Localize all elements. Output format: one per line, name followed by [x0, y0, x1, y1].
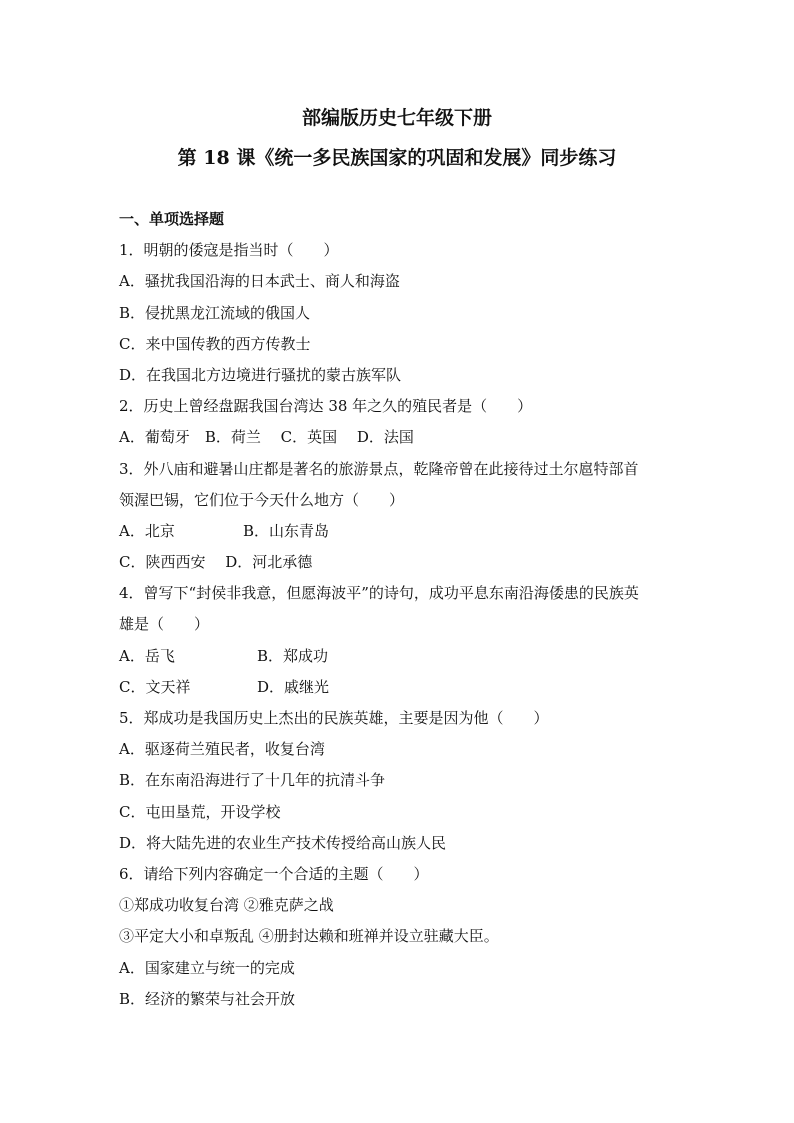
section-heading: 一、单项选择题 [119, 210, 225, 228]
question-4-option-a: A．岳飞 [119, 646, 175, 665]
question-5-option-b: B．在东南沿海进行了十几年的抗清斗争 [119, 771, 386, 790]
question-4-option-d: D．戚继光 [257, 677, 330, 696]
question-6-option-b: B．经济的繁荣与社会开放 [119, 989, 296, 1008]
question-3-option-b: B．山东青岛 [243, 521, 330, 540]
question-1-option-d: D．在我国北方边境进行骚扰的蒙古族军队 [119, 365, 402, 384]
question-1-option-a: A．骚扰我国沿海的日本武士、商人和海盗 [119, 272, 400, 291]
lesson-title: 第 18 课《统一多民族国家的巩固和发展》同步练习 [177, 147, 617, 169]
question-3-stem-line-1: 3．外八庙和避暑山庄都是著名的旅游景点，乾隆帝曾在此接待过土尔扈特部首 [119, 459, 639, 478]
question-1-stem: 1．明朝的倭寇是指当时（ ） [119, 241, 339, 260]
question-1-option-c: C．来中国传教的西方传教士 [119, 334, 311, 353]
question-3-options-row-2: C．陕西西安 D．河北承德 [119, 553, 313, 572]
exercise-content [119, 204, 679, 1015]
question-6-option-a: A．国家建立与统一的完成 [119, 958, 295, 977]
question-2-options: A．葡萄牙 B．荷兰 C．英国 D．法国 [119, 428, 414, 447]
question-5-stem: 5．郑成功是我国历史上杰出的民族英雄，主要是因为他（ ） [119, 709, 549, 727]
question-6-item-line-2: ③平定大小和卓叛乱 ④册封达赖和班禅并设立驻藏大臣。 [119, 927, 499, 946]
question-5-option-a: A．驱逐荷兰殖民者，收复台湾 [119, 740, 325, 759]
question-5-option-c: C．屯田垦荒，开设学校 [119, 802, 281, 821]
question-4-option-c: C．文天祥 [119, 677, 191, 696]
question-3-stem-line-2: 领渥巴锡，它们位于今天什么地方（ ） [119, 490, 405, 509]
question-3-option-a: A．北京 [119, 521, 175, 540]
question-4-stem-line-1: 4．曾写下“封侯非我意，但愿海波平”的诗句，成功平息东南沿海倭患的民族英 [119, 584, 639, 603]
question-4-option-b: B．郑成功 [257, 646, 329, 665]
document-title: 部编版历史七年级下册 [301, 107, 492, 129]
question-1-option-b: B．侵扰黑龙江流域的俄国人 [119, 303, 311, 322]
question-4-options-row-2 [119, 672, 679, 703]
question-4-stem-line-2: 雄是（ ） [119, 615, 210, 634]
question-6-item-line-1: ①郑成功收复台湾 ②雅克萨之战 [119, 896, 334, 915]
question-4-options-row-1 [119, 641, 679, 672]
question-6-stem: 6．请给下列内容确定一个合适的主题（ ） [119, 864, 429, 883]
question-3-options-row-1 [119, 516, 679, 547]
question-2-stem: 2．历史上曾经盘踞我国台湾达 38 年之久的殖民者是（ ） [119, 397, 533, 416]
question-5-option-d: D．将大陆先进的农业生产技术传授给高山族人民 [119, 833, 447, 852]
